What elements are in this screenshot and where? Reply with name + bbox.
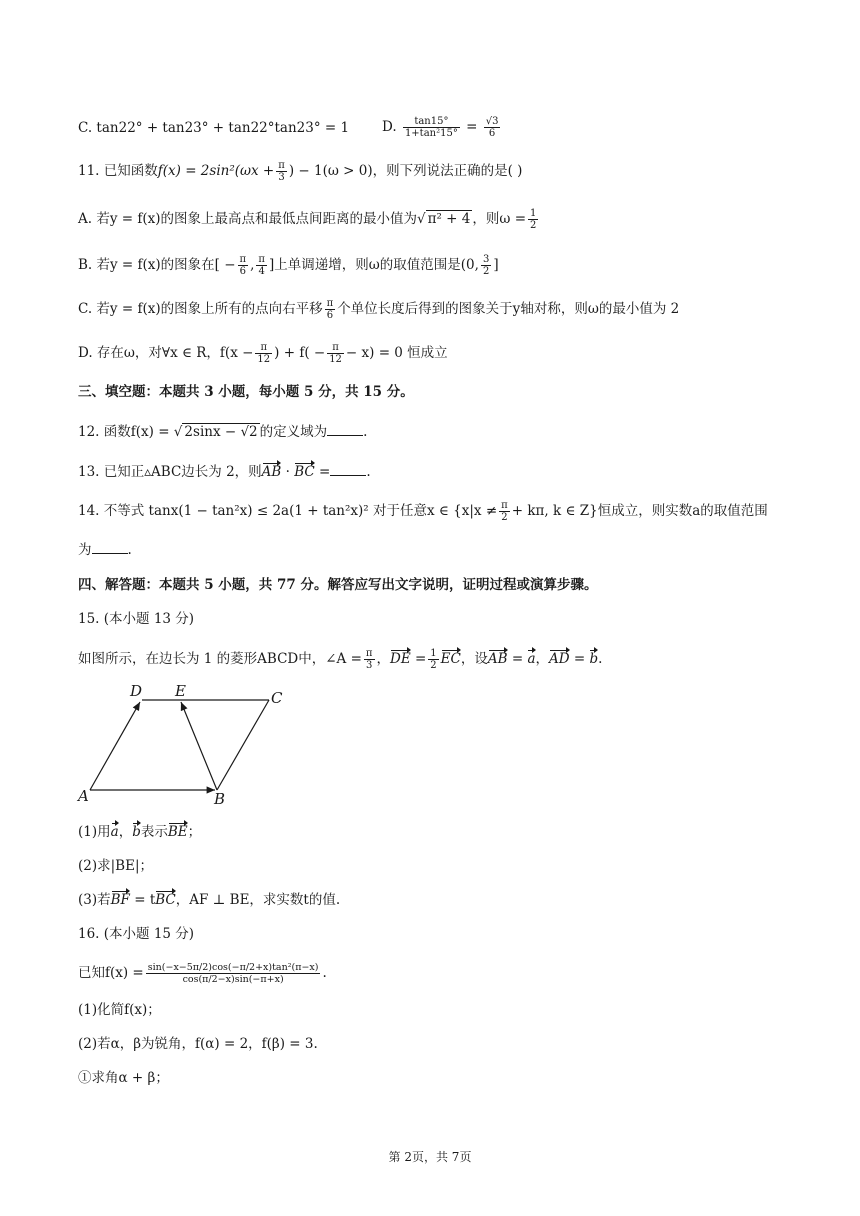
- q15-vector-b: b: [589, 651, 599, 667]
- q16-end: .: [322, 965, 327, 981]
- q11-a-den: 2: [530, 220, 537, 231]
- q15-p3-eq: = t: [129, 892, 156, 908]
- q13-text: 13. 已知正▵ABC边长为 2，则: [78, 464, 262, 480]
- q14-two: 2: [501, 512, 508, 523]
- q13-end: .: [366, 464, 371, 480]
- q14-line1: [78, 500, 800, 523]
- q15-eq3: =: [569, 651, 590, 667]
- q15-statement: [78, 648, 800, 671]
- q16-fraction: [146, 962, 321, 985]
- section-3-heading: 三、填空题：本题共 3 小题，每小题 5 分，共 15 分。: [78, 384, 414, 400]
- q10-d-rnum: √3: [485, 116, 499, 127]
- q11-b-3: 3: [482, 254, 490, 265]
- q10-d-den: 1+tan²15°: [404, 128, 458, 139]
- q11-stem-pi: π: [278, 160, 285, 171]
- q11-b-frac1: [238, 254, 249, 277]
- q12-answer-blank[interactable]: [327, 423, 363, 436]
- q16-part1: (1)化简f(x)；: [78, 1002, 161, 1018]
- q11-b-text2: ]上单调递增，则ω的取值范围是(0,: [269, 257, 479, 273]
- q11-d-frac1: [255, 342, 272, 365]
- q11-b-text3: ]: [493, 257, 499, 273]
- q11-c-frac: [325, 298, 336, 321]
- q11-c-text: C. 若y = f(x)的图象上所有的点向右平移: [78, 301, 323, 317]
- q15-p1-text: (1)用: [78, 824, 111, 840]
- q15-p3-bf: BF: [110, 892, 130, 908]
- q15-sep3: ，: [535, 651, 549, 667]
- q16-num: sin(−x−5π/2)cos(−π/2+x)tan²(π−x): [147, 962, 319, 973]
- q16-definition: [78, 962, 800, 985]
- q15-eq2: =: [507, 651, 528, 667]
- q11-d-text2: ) + f( −: [274, 345, 326, 361]
- q11-b-pi1: π: [239, 254, 247, 265]
- q16-den: cos(π/2−x)sin(−π+x): [182, 974, 284, 985]
- q11-stem-c: ) − 1(ω > 0)，则下列说法正确的是( ): [288, 163, 523, 179]
- q15-part1: [78, 822, 800, 842]
- segment-cb: [217, 700, 269, 790]
- q14-line2: [78, 540, 800, 560]
- q12-sqrt: 2sinx − √2: [184, 424, 258, 440]
- q11-d-pi2: π: [327, 342, 344, 354]
- q15-half-den: 2: [430, 660, 437, 671]
- label-b: B: [214, 790, 226, 808]
- q11-option-a: A. 若y = f(x)的图象上最高点和最低点间距离的最小值为√ π² + 4 ，则ω = $\frac{1}{2}$: [78, 208, 537, 231]
- label-d: D: [130, 682, 143, 700]
- q15-p1-sep: ，: [118, 824, 133, 840]
- label-e: E: [175, 682, 186, 700]
- q11-b-4: 4: [258, 266, 265, 277]
- q10-option-d-line: [382, 116, 502, 139]
- q15-p1-vb: b: [132, 824, 141, 840]
- q10-d-fraction: [403, 116, 460, 139]
- q16-heading: 16. (本小题 15 分): [78, 926, 195, 942]
- q11-stem: [78, 160, 800, 183]
- q15-end: .: [598, 651, 603, 667]
- q11-stem-3: 3: [278, 172, 285, 183]
- q14-end: .: [127, 542, 132, 558]
- q11-a-num: 1: [530, 208, 537, 219]
- q16-part2-1: ①求角α + β；: [78, 1070, 169, 1086]
- q11-c-pi: π: [326, 298, 334, 309]
- q13-vector-ab: AB: [261, 464, 282, 480]
- q11-b-6: 6: [239, 266, 247, 277]
- q11-b-text: B. 若y = f(x)的图象在[ −: [78, 257, 236, 273]
- rhombus-figure: [72, 680, 292, 810]
- q11-a-frac: [528, 208, 538, 231]
- q14-text2: + kπ, k ∈ Z}恒成立，则实数a的取值范围: [511, 503, 768, 519]
- q12-end: .: [363, 424, 368, 440]
- q15-p1-be: BE: [167, 824, 188, 840]
- q11-d-text: D. 存在ω，对∀x ∈ R，f(x −: [78, 345, 254, 361]
- q13-eq: =: [314, 464, 331, 480]
- q11-d-12b: 12: [329, 354, 342, 365]
- q14-text: 14. 不等式 tanx(1 − tan²x) ≤ 2a(1 + tan²x)² 对于任意x ∈ {x|x ≠: [78, 503, 498, 519]
- q10-option-c: C. tan22° + tan23° + tan22°tan23° = 1: [78, 120, 350, 136]
- q15-sep2: ，设: [460, 651, 488, 667]
- vector-be-arrow: [181, 702, 217, 790]
- label-c: C: [271, 689, 283, 707]
- q15-vector-ad: AD: [549, 651, 570, 667]
- q11-b-comma: ,: [250, 257, 255, 273]
- q11-d-frac2: [327, 342, 344, 365]
- q14-answer-blank[interactable]: [92, 541, 128, 554]
- q15-p3-bc: BC: [155, 892, 176, 908]
- q15-p1-end: ；: [187, 824, 202, 840]
- q12-text: 12. 函数f(x) =: [78, 424, 170, 440]
- q11-a-sqrt: π² + 4: [427, 211, 471, 227]
- q15-p1-va: a: [110, 824, 119, 840]
- q15-part3: [78, 890, 800, 910]
- q11-b-pi2: π: [258, 254, 265, 265]
- q15-angle-frac: [364, 648, 375, 671]
- q15-p3-text2: ，AF ⊥ BE，求实数t的值.: [175, 892, 341, 908]
- q10-d-eq: =: [466, 119, 478, 135]
- q13-vector-bc: BC: [294, 464, 315, 480]
- page-footer: 第 2页，共 7页: [388, 1150, 472, 1164]
- q13: [78, 462, 800, 482]
- label-a: A: [78, 787, 89, 805]
- q11-d-pi1: π: [255, 342, 272, 354]
- q11-stem-b: f(x) = 2sin²(ωx +: [157, 163, 275, 179]
- q15-vector-de: DE: [390, 651, 411, 667]
- q11-option-b: [78, 254, 800, 277]
- q14-pi: π: [501, 500, 508, 511]
- q11-option-c: [78, 298, 800, 321]
- q11-a-text: A. 若y = f(x)的图象上最高点和最低点间距离的最小值为: [78, 211, 417, 227]
- q15-p1-text2: 表示: [140, 824, 168, 840]
- q15-three: 3: [366, 660, 373, 671]
- vector-ad-arrow: [90, 702, 140, 790]
- q15-part2: (2)求|BE|；: [78, 858, 153, 874]
- q15-vector-ec: EC: [440, 651, 461, 667]
- q11-c-text2: 个单位长度后得到的图象关于y轴对称，则ω的最小值为 2: [337, 301, 680, 317]
- q11-stem-a: 11. 已知函数: [78, 163, 158, 179]
- q11-option-d: [78, 342, 800, 365]
- q14-frac: [499, 500, 510, 523]
- section-4-heading: 四、解答题：本题共 5 小题，共 77 分。解答应写出文字说明，证明过程或演算步骤。: [78, 577, 598, 593]
- q16-part2: (2)若α，β为锐角，f(α) = 2，f(β) = 3.: [78, 1036, 318, 1052]
- q10-d-rden: 6: [488, 128, 496, 139]
- q11-b-frac2: [256, 254, 267, 277]
- q11-a-text2: ，则ω =: [472, 211, 527, 227]
- q15-vector-a: a: [527, 651, 536, 667]
- q15-text: 如图所示，在边长为 1 的菱形ABCD中，∠A =: [78, 651, 362, 667]
- q10-d-rhs: [484, 116, 501, 139]
- q11-c-6: 6: [326, 310, 334, 321]
- q14-text3: 为: [78, 542, 92, 558]
- q12-text2: 的定义域为: [259, 424, 328, 440]
- q11-d-12a: 12: [257, 354, 271, 365]
- q15-sep1: ，: [376, 651, 390, 667]
- q15-p3-text: (3)若: [78, 892, 111, 908]
- q11-d-text3: − x) = 0 恒成立: [345, 345, 448, 361]
- q13-answer-blank[interactable]: [330, 463, 366, 476]
- q13-dot: ·: [281, 464, 295, 480]
- q15-half: [428, 648, 438, 671]
- q15-pi: π: [365, 648, 373, 659]
- q15-eq: =: [410, 651, 427, 667]
- q11-b-2: 2: [482, 266, 490, 277]
- q15-heading: 15. (本小题 13 分): [78, 611, 195, 627]
- q16-text: 已知f(x) =: [78, 965, 144, 981]
- q15-vector-ab: AB: [487, 651, 508, 667]
- q15-half-num: 1: [430, 648, 437, 659]
- q10-option-d-label: D.: [382, 119, 397, 135]
- q11-stem-frac: [276, 160, 287, 183]
- q11-b-frac3: [481, 254, 491, 277]
- q10-d-num: tan15°: [403, 116, 460, 128]
- q12: 12. 函数f(x) = √ 2sinx − √2 的定义域为 .: [78, 424, 368, 440]
